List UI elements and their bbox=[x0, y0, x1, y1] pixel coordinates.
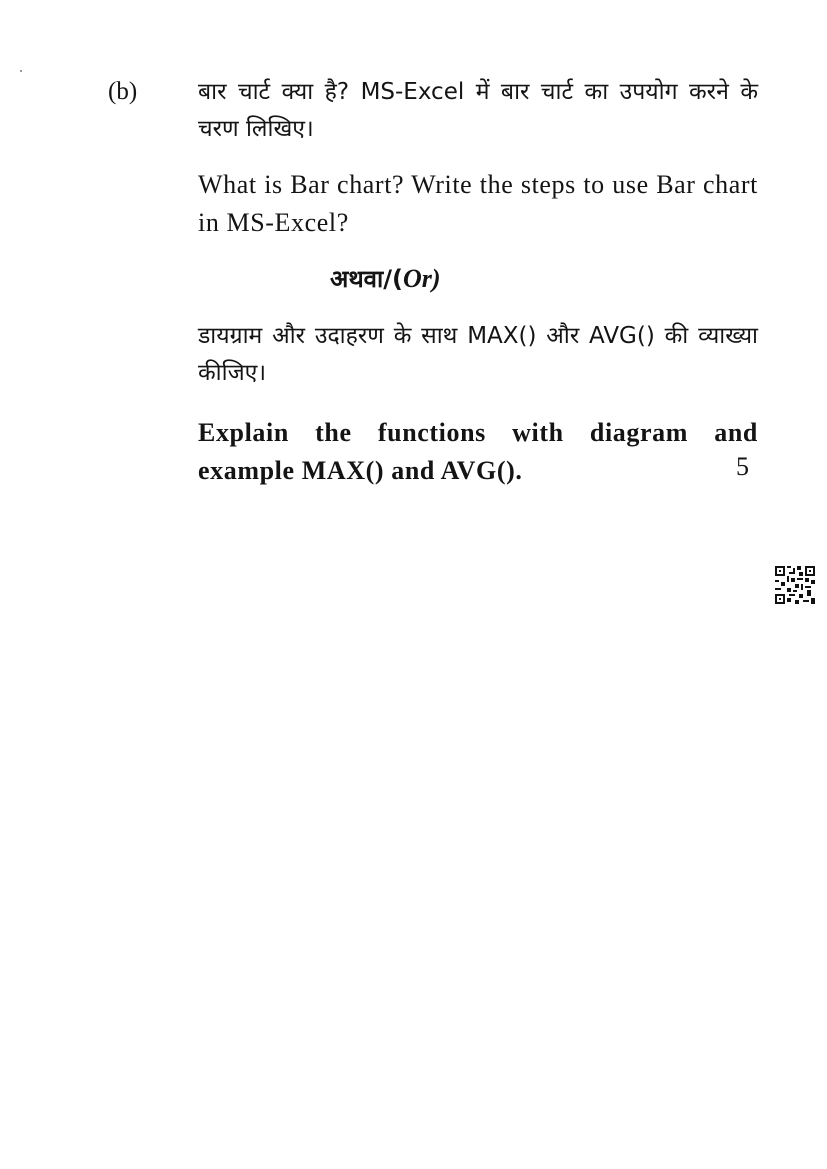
or-hindi: अथवा/( bbox=[330, 265, 403, 293]
qr-code-icon bbox=[775, 566, 815, 604]
or-separator bbox=[330, 262, 441, 295]
alt-question-hindi-text: डायग्राम और उदाहरण के साथ MAX() और AVG() की व्याख्या कीजिए। bbox=[198, 323, 758, 386]
scan-speck bbox=[20, 70, 22, 72]
question-hindi-text: बार चार्ट क्या है? MS-Excel में बार चार्ट का उपयोग करने के चरण लिखिए। bbox=[198, 79, 758, 142]
question-english-text: What is Bar chart? Write the steps to use Bar chart in MS-Excel? bbox=[198, 170, 758, 237]
question-label: (b) bbox=[108, 78, 138, 105]
marks: 5 bbox=[736, 452, 749, 481]
or-english: Or) bbox=[402, 264, 441, 293]
alt-question-english-text: Explain the functions with diagram and example MAX() and AVG(). bbox=[198, 418, 758, 485]
